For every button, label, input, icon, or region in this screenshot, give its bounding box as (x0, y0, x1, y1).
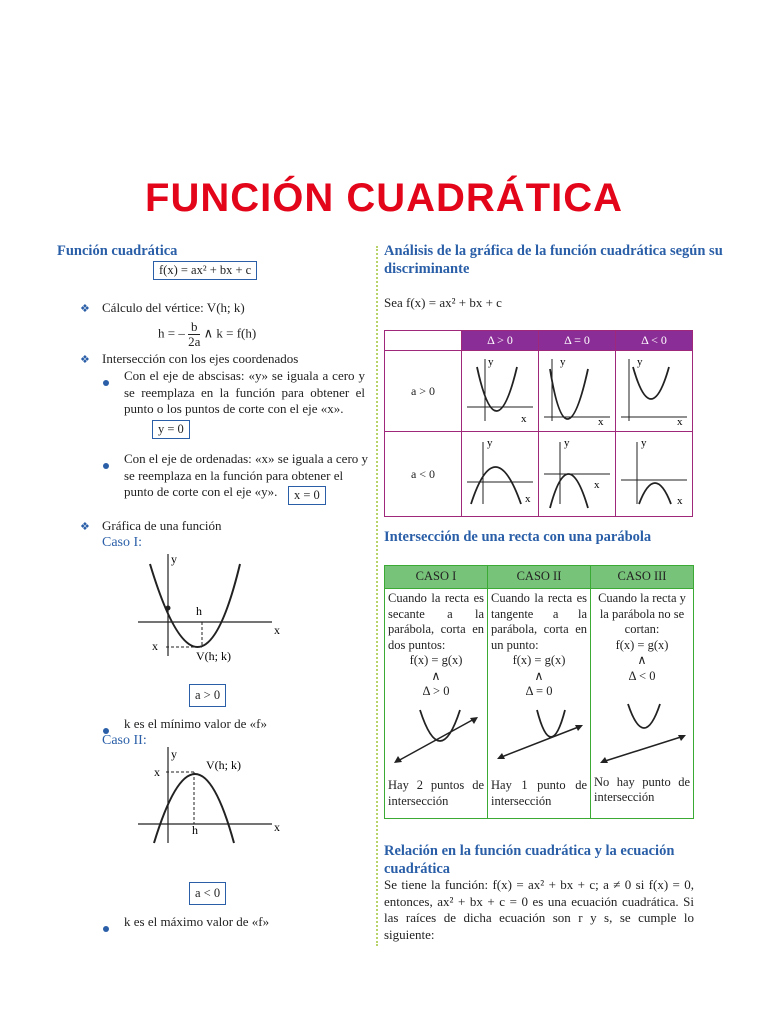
section-heading-funcion: Función cuadrática (57, 243, 178, 259)
caso2-vertex-label: V(h; k) (206, 758, 241, 772)
caso2-note: k es el máximo valor de «f» (124, 914, 270, 929)
circle-bullet-icon (103, 457, 109, 473)
column-divider (376, 246, 378, 946)
formula-box: f(x) = ax² + bx + c (153, 261, 257, 280)
case-header: CASO II (488, 566, 591, 589)
graph-cell (616, 351, 693, 432)
svg-text:x: x (521, 413, 527, 425)
relation-text: Se tiene la función: f(x) = ax² + bx + c; a ≠ 0 si f(x) = 0, entonces, ax² + bx + c = 0 es una ecuación cuadrática. Si las raíces de dicha ecuación son r y s, se cumple lo siguiente: (384, 877, 694, 942)
caso2-h-label: h (192, 823, 198, 837)
caso1-h-label: h (196, 604, 202, 618)
diamond-bullet-icon: ❖ (80, 521, 90, 533)
tangent-graph (493, 700, 585, 770)
y-equals-zero-box: y = 0 (152, 420, 190, 439)
svg-text:x: x (598, 416, 604, 427)
svg-text:x: x (677, 495, 683, 507)
svg-text:y: y (487, 437, 493, 449)
graph-cell (539, 432, 616, 517)
graph-cell (462, 351, 539, 432)
intersection-heading: Intersección de una recta con una parábola (384, 529, 652, 545)
a-greater-zero-box: a > 0 (189, 684, 226, 707)
circle-bullet-icon (103, 374, 109, 390)
caso1-graph (130, 550, 290, 670)
caso1-axis-y: y (171, 552, 177, 566)
caso1-note: k es el mínimo valor de «f» (124, 716, 267, 731)
sea-label: Sea f(x) = ax² + bx + c (384, 295, 502, 310)
row-label: a > 0 (385, 351, 462, 432)
vertex-label: Cálculo del vértice: V(h; k) (102, 300, 245, 315)
caso1-vertex-label: V(h; k) (196, 649, 231, 663)
intersection-label: Intersección con los ejes coordenados (102, 351, 299, 366)
case-cell: Cuando la recta es tangente a la parábola, corta en un punto: f(x) = g(x) ∧ Δ = 0 Hay 1 punto de intersección (488, 589, 591, 819)
table-corner (385, 331, 462, 351)
svg-text:x: x (525, 493, 531, 505)
relation-heading: Relación en la función cuadrática y la ecuación cuadrática (384, 843, 675, 877)
svg-text:y: y (564, 437, 570, 449)
caso1-x-label: x (152, 639, 158, 653)
svg-text:y: y (641, 437, 647, 449)
circle-bullet-icon (103, 920, 109, 936)
grafica-label: Gráfica de una función (102, 518, 222, 533)
ordenadas-text: Con el eje de ordenadas: «x» se iguala a cero y se reemplaza en la función para obtener el punto de corte con el eje «y». (124, 451, 369, 499)
discriminant-table (384, 330, 693, 517)
caso2-axis-x: x (274, 820, 280, 834)
svg-text:x: x (594, 479, 600, 491)
graph-cell (539, 351, 616, 432)
caso1-label: Caso I: (102, 535, 143, 550)
caso2-x-label: x (154, 765, 160, 779)
case-header: CASO III (591, 566, 694, 589)
caso2-axis-y: y (171, 747, 177, 761)
page-title: FUNCIÓN CUADRÁTICA (145, 176, 623, 220)
vertex-formula: h = – $\frac{b}{2a}$ ∧ k = f(h) (158, 319, 257, 349)
caso2-label: Caso II: (102, 733, 147, 748)
disc-header: Δ = 0 (539, 331, 616, 351)
svg-text:x: x (677, 416, 683, 427)
disc-header: Δ > 0 (462, 331, 539, 351)
row-label: a < 0 (385, 432, 462, 517)
svg-text:y: y (488, 356, 494, 368)
caso1-axis-x: x (274, 623, 280, 637)
x-equals-zero-box: x = 0 (288, 486, 326, 505)
a-less-zero-box: a < 0 (189, 882, 226, 905)
case-cell: Cuando la recta y la parábola no se cortan: f(x) = g(x) ∧ Δ < 0 No hay punto de intersección (591, 589, 694, 819)
diamond-bullet-icon: ❖ (80, 303, 90, 315)
svg-text:y: y (560, 356, 566, 368)
svg-text:y: y (637, 356, 643, 368)
cases-table (384, 565, 694, 819)
caso2-graph (130, 745, 290, 850)
secant-graph (390, 700, 482, 770)
analysis-heading: Análisis de la gráfica de la función cuadrática según su discriminante (384, 243, 723, 277)
disc-header: Δ < 0 (616, 331, 693, 351)
abscisas-text: Con el eje de abscisas: «y» se iguala a cero y se reemplaza en la función para obtener el punto o los puntos de corte con el eje «x». (124, 368, 365, 416)
graph-cell (616, 432, 693, 517)
diamond-bullet-icon: ❖ (80, 354, 90, 366)
case-header: CASO I (385, 566, 488, 589)
case-cell: Cuando la recta es secante a la parábola, corta en dos puntos: f(x) = g(x) ∧ Δ > 0 Hay 2 puntos de intersección (385, 589, 488, 819)
no-intersection-graph (596, 700, 688, 770)
graph-cell (462, 432, 539, 517)
